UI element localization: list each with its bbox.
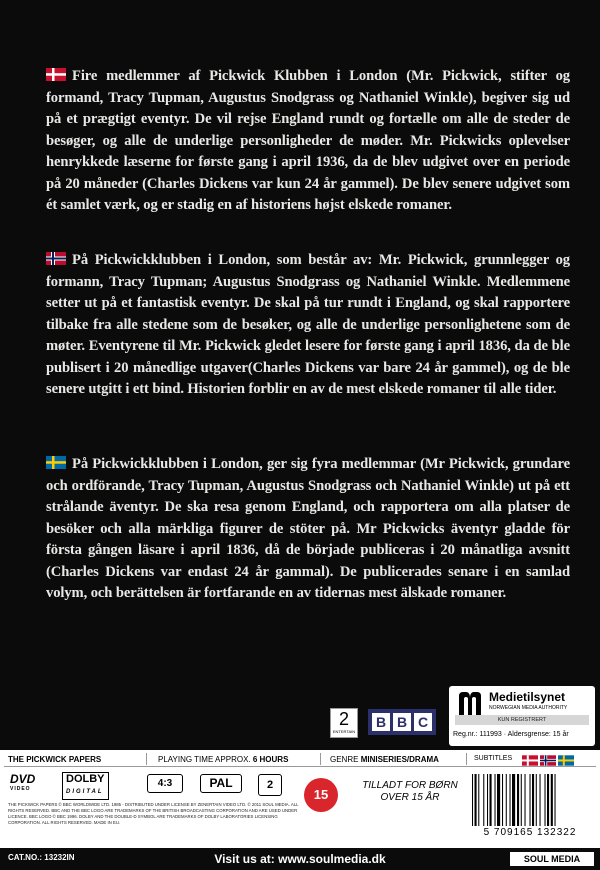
bbc-letter-1: B	[372, 713, 390, 731]
pal-badge: PAL	[200, 774, 242, 793]
medietilsynet-title: Medietilsynet	[489, 690, 566, 704]
aspect-ratio-badge: 4:3	[147, 774, 183, 793]
playing-time	[158, 755, 288, 764]
region-badge: 2	[258, 774, 282, 796]
website-link[interactable]: Visit us at: www.soulmedia.dk	[214, 852, 386, 866]
dolby-text: DOLBY	[66, 773, 105, 785]
catalog-number: CAT.NO.: 13232IN	[8, 853, 75, 862]
norwegian-flag-icon	[46, 252, 66, 265]
norwegian-flag-icon	[540, 755, 556, 766]
norwegian-synopsis	[46, 250, 570, 401]
dolby-digital-logo	[62, 772, 109, 800]
age-sub: ENTERTAIN	[332, 729, 356, 734]
info-strip	[0, 750, 600, 848]
dvd-text: DVD	[10, 772, 36, 786]
genre-label: GENRE	[330, 755, 359, 764]
danish-synopsis	[46, 66, 570, 217]
barcode-number: 5 709165 132322	[483, 827, 577, 838]
age-rating-logo	[330, 708, 358, 738]
medietilsynet-reg: Reg.nr.: 111993 · Aldersgrense: 15 år	[453, 731, 569, 738]
danish-flag-icon	[522, 755, 538, 766]
norwegian-text: På Pickwickklubben i London, som består av: Mr. Pickwick, grunnlegger og formann, Tracy Tupman; Augustus Snodgrass og Nathaniel Winkle. Medlemmene setter ut på et fantastisk eventyr. De skal på tur rundt i England, og skal rapportere tilbake fra alle stedene som de besøker, og alle de underlige personlighetene som de møter. Eventyrene til Mr. Pickwick gledet lesere for første gang i april 1836, da de ble publisert i 20 månedlige utgaver(Charles Dickens var bare 24 år gammel), og de ble senere utgitt i ett bind. Historien forblir en av de mest elskede romaner til alle tider.	[46, 252, 570, 397]
divider	[146, 753, 147, 765]
subtitle-flags	[522, 752, 576, 770]
medietilsynet-sub: NORWEGIAN MEDIA AUTHORITY	[489, 705, 568, 711]
bbc-letter-3: C	[414, 713, 432, 731]
dvd-sub: VIDEO	[10, 786, 31, 792]
divider	[4, 766, 596, 767]
divider	[320, 753, 321, 765]
swedish-synopsis	[46, 454, 570, 605]
bbc-logo	[368, 709, 436, 735]
product-title: THE PICKWICK PAPERS	[8, 755, 102, 764]
medietilsynet-box	[449, 686, 595, 746]
swedish-text: På Pickwickklubben i London, ger sig fyra medlemmar (Mr Pickwick, grundare och ordförande, Tracy Tupman, Augustus Snodgrass och Nathaniel Winkle) ut på ett strålande äventyr. De ska resa genom England, och rapportera om alla platser de besöker och alla märkliga figurer de stöter på. Mr Pickwicks äventyr gladde för första gången läsare i april 1836, då de började publiceras i 20 månatliga avsnitt (Charles Dickens var endast 24 år gammal). De publicerades senare i en samlad volym, och berättelsen är fortfarande en av tidernas mest älskade romaner.	[46, 456, 570, 601]
age-number: 2	[338, 709, 349, 729]
danish-flag-icon	[46, 68, 66, 81]
dvd-video-logo	[10, 772, 35, 792]
playing-value: 6 HOURS	[252, 755, 289, 764]
genre	[330, 755, 439, 764]
soul-media-logo: SOUL MEDIA	[510, 852, 594, 866]
playing-label: PLAYING TIME APPROX.	[158, 755, 251, 764]
genre-value: MINISERIES/DRAMA	[360, 755, 439, 764]
medietilsynet-status: KUN REGISTRERT	[455, 715, 589, 725]
medietilsynet-logo-icon	[457, 690, 483, 718]
divider	[466, 753, 467, 765]
swedish-flag-icon	[558, 755, 574, 766]
dolby-sub: DIGITAL	[66, 789, 104, 795]
swedish-flag-icon	[46, 456, 66, 469]
rating-text: TILLADT FOR BØRN OVER 15 ÅR	[362, 780, 458, 803]
danish-text: Fire medlemmer af Pickwick Klubben i London (Mr. Pickwick, stifter og formand, Tracy Tupman, Augustus Snodgrass og Nathaniel Winkle), begiver sig ud på et prægtigt eventyr. De vil rejse England rundt og fortælle om alle de steder de besøger, og alle de underlige personligheder de møder. Mr. Pickwicks oplevelser henrykkede læserne for første gang i april 1936, da de blev udgivet over en periode på 20 måneder (Charles Dickens var kun 24 år gammel). De blev senere udgivet som ét samlet værk, og er stadig en af historiens højst elskede romaner.	[46, 68, 570, 213]
bbc-letter-2: B	[393, 713, 411, 731]
age-rating-badge: 15	[304, 778, 338, 812]
legal-text: THE PICKWICK PAPERS © BBC WORLDWIDE LTD. 1985 - DISTRIBUTED UNDER LICENSE BY ZENERTAIN VIDEO LTD. © 2011 SOUL MEDIA. ALL RIGHTS RESERVED. BBC AND THE BBC LOGO ARE TRADEMARKS OF THE BRITISH BROADCASTING CORPORATION AND ARE USED UNDER LICENCE. BBC LOGO © BBC 1996. DOLBY AND THE DOUBLE-D SYMBOL ARE TRADEMARKS OF DOLBY LABORATORIES LICENSING CORPORATION. ALL RIGHTS RESERVED. MADE IN EU.	[8, 802, 299, 825]
subtitles-label: SUBTITLES	[474, 755, 513, 762]
barcode-icon	[468, 774, 592, 826]
